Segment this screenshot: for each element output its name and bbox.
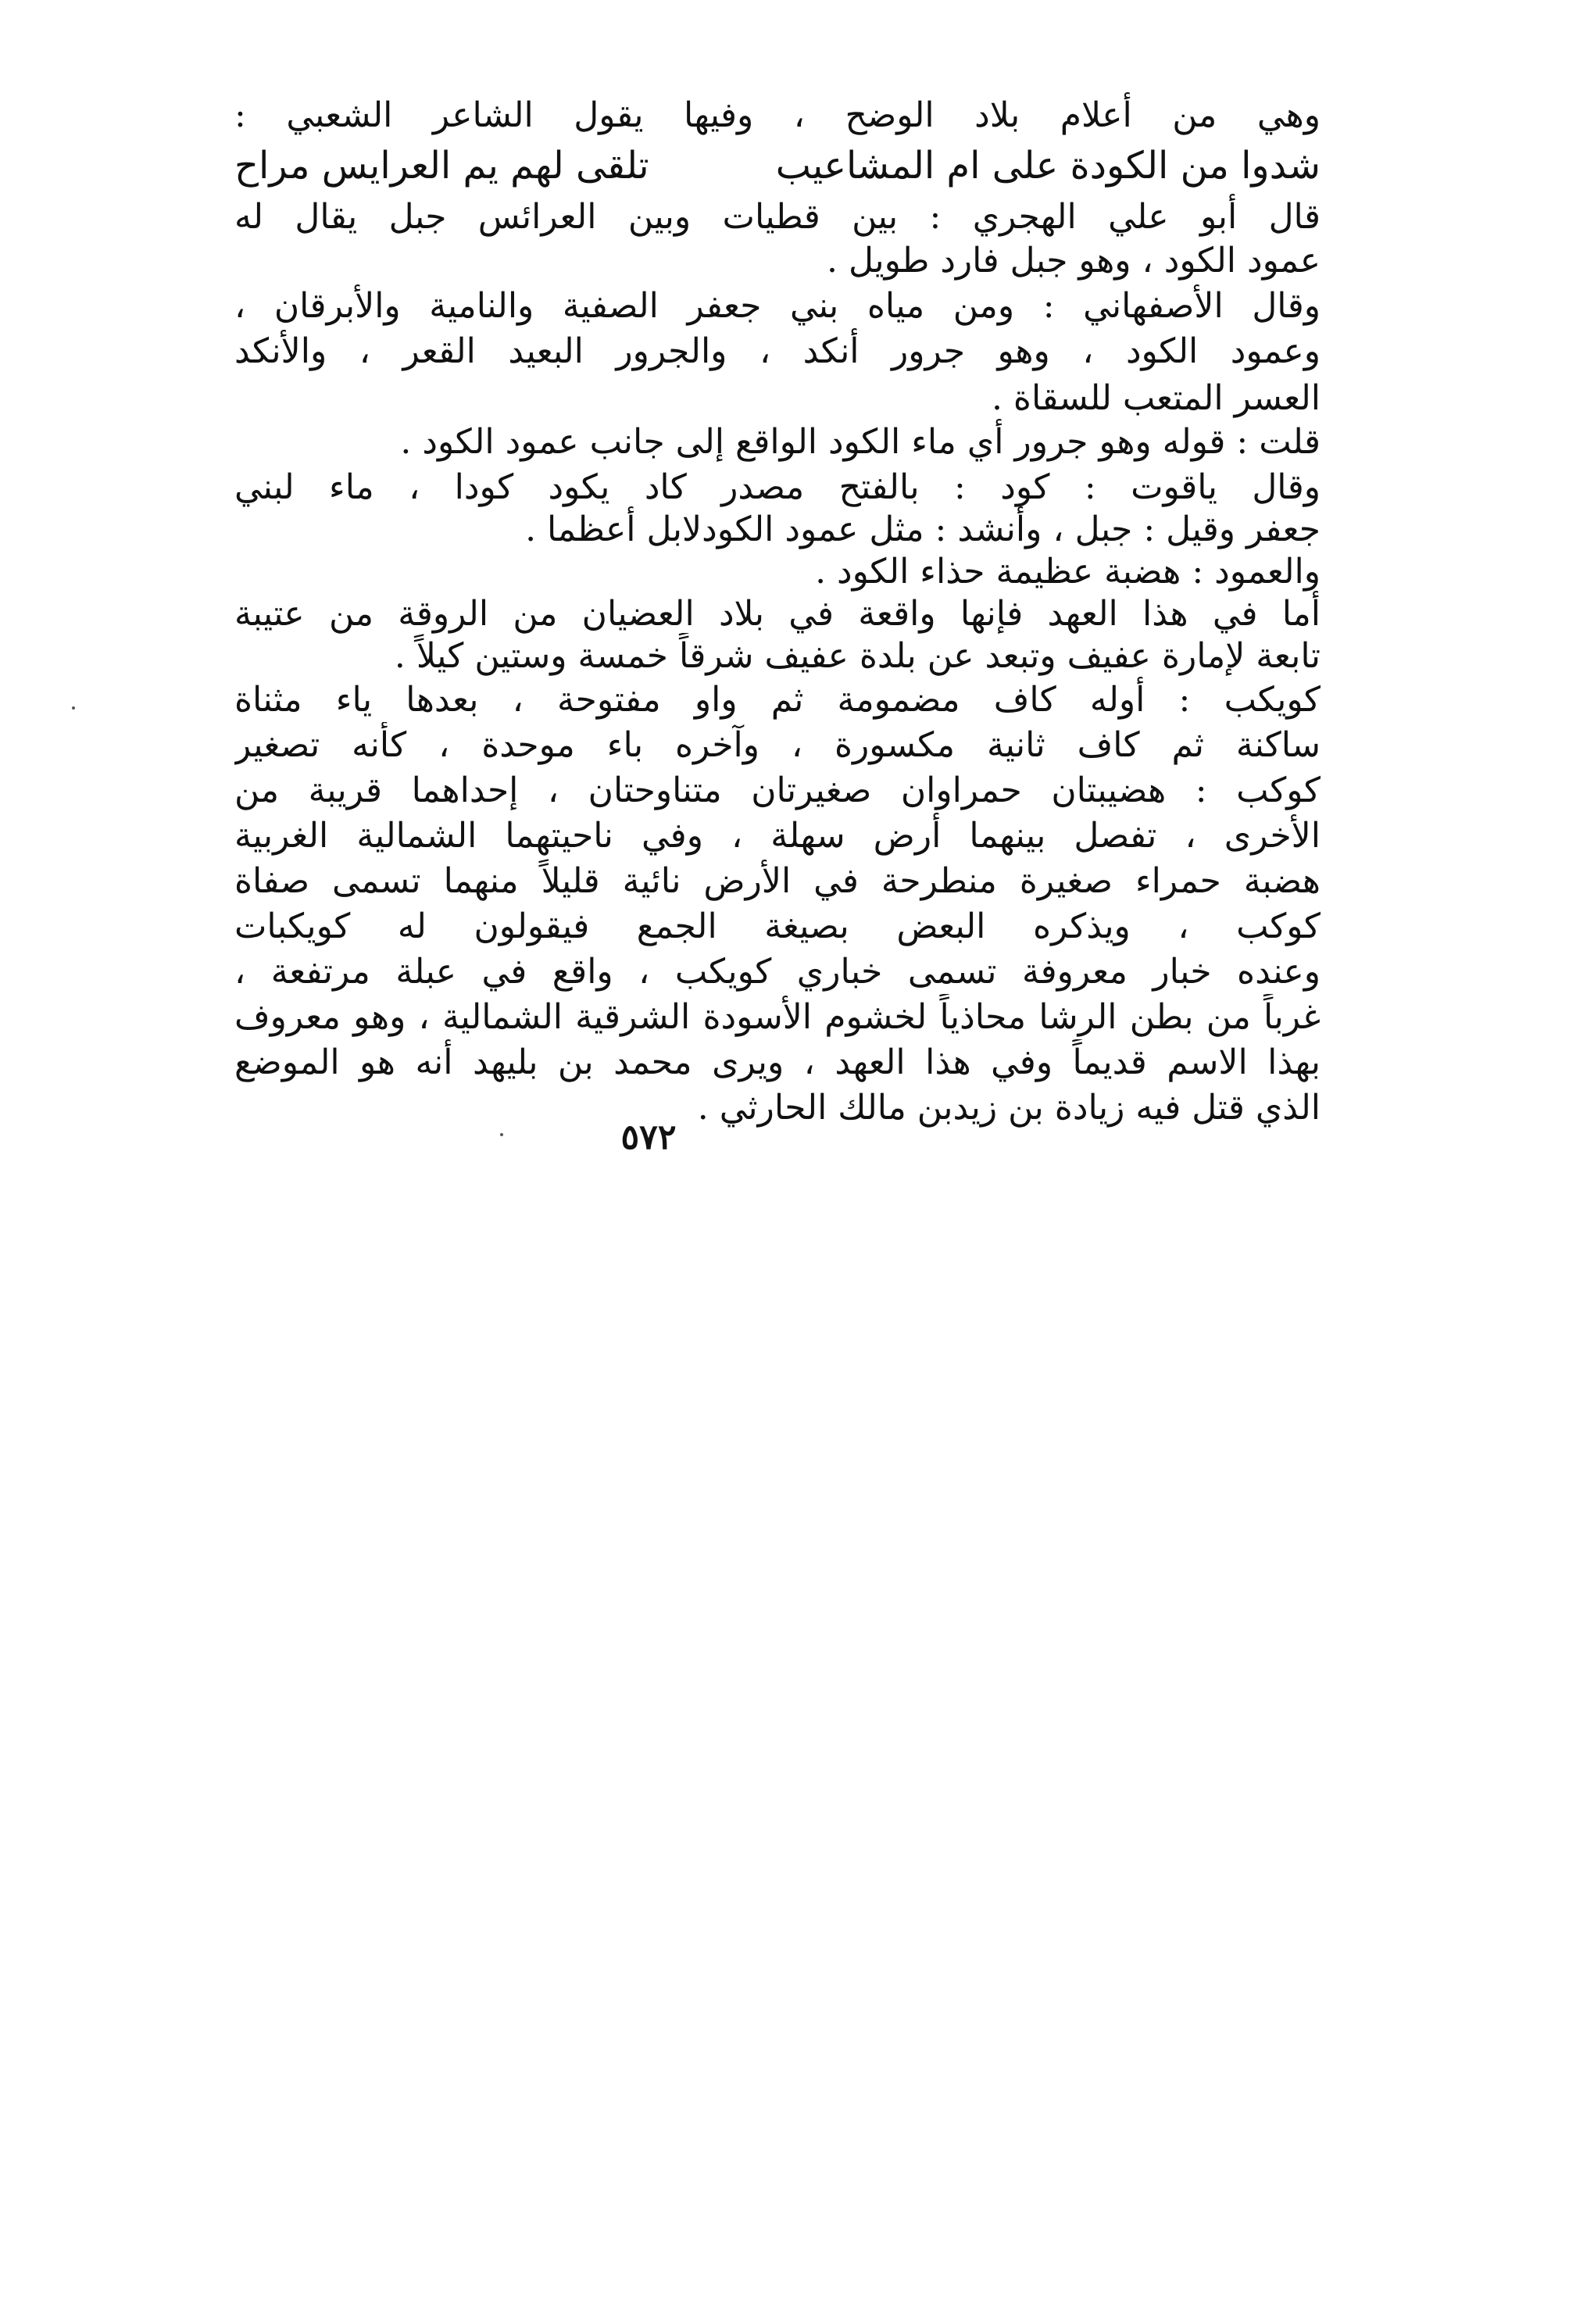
text-line: تابعة لإمارة عفيف وتبعد عن بلدة عفيف شرقاً خمسة وستين كيلاً .: [394, 636, 1321, 676]
text-line: جعفر وقيل : جبل ، وأنشد : مثل عمود الكودلابل أعظما .: [525, 509, 1321, 549]
text-line: كوكب ، ويذكره البعض بصيغة الجمع فيقولون له كويكبات: [234, 906, 1321, 946]
text-line: قال أبو علي الهجري : بين قطيات وبين العرائس جبل يقال له: [234, 197, 1321, 237]
page-number: ٥٧٢: [620, 1117, 677, 1157]
text-line: الأخرى ، تفصل بينهما أرض سهلة ، وفي ناحيتهما الشمالية الغربية: [234, 816, 1321, 856]
text-line: أما في هذا العهد فإنها واقعة في بلاد العضيان من الروقة من عتيبة: [234, 594, 1321, 634]
verse-first-hemistich: شدوا من الكودة على ام المشاعيب: [775, 144, 1321, 188]
text-line: العسر المتعب للسقاة .: [991, 378, 1321, 418]
text-line: والعمود : هضبة عظيمة حذاء الكود .: [815, 552, 1321, 592]
text-line: وقال الأصفهاني : ومن مياه بني جعفر الصفية والنامية والأبرقان ،: [234, 286, 1321, 326]
text-line: كوكب : هضيبتان حمراوان صغيرتان متناوحتان ، إحداهما قريبة من: [234, 770, 1321, 810]
text-line: قلت : قوله وهو جرور أي ماء الكود الواقع إلى جانب عمود الكود .: [400, 422, 1321, 462]
text-line: كويكب : أوله كاف مضمومة ثم واو مفتوحة ، بعدها ياء مثناة: [234, 680, 1321, 720]
text-line: عمود الكود ، وهو جبل فارد طويل .: [827, 241, 1321, 281]
text-line: وهي من أعلام بلاد الوضح ، وفيها يقول الشاعر الشعبي :: [234, 95, 1321, 135]
text-line: ساكنة ثم كاف ثانية مكسورة ، وآخره باء موحدة ، كأنه تصغير: [234, 725, 1321, 765]
text-line: وقال ياقوت : كود : بالفتح مصدر كاد يكود كودا ، ماء لبني: [234, 467, 1321, 507]
text-line: بهذا الاسم قديماً وفي هذا العهد ، ويرى محمد بن بليهد أنه هو الموضع: [234, 1042, 1321, 1082]
verse-second-hemistich: تلقى لهم يم العرايس مراح: [234, 144, 649, 188]
text-line: وعنده خبار معروفة تسمى خباري كويكب ، واقع في عبلة مرتفعة ،: [234, 952, 1321, 992]
text-line: غرباً من بطن الرشا محاذياً لخشوم الأسودة الشرقية الشمالية ، وهو معروف: [234, 997, 1321, 1037]
scan-speck: [72, 706, 75, 710]
text-line: الذي قتل فيه زيادة بن زيدبن مالك الحارثي .: [697, 1088, 1321, 1128]
scan-speck: [500, 1133, 503, 1136]
text-line: هضبة حمراء صغيرة منطرحة في الأرض نائية قليلاً منهما تسمى صفاة: [234, 861, 1321, 901]
text-line: وعمود الكود ، وهو جرور أنكد ، والجرور البعيد القعر ، والأنكد: [234, 331, 1321, 371]
